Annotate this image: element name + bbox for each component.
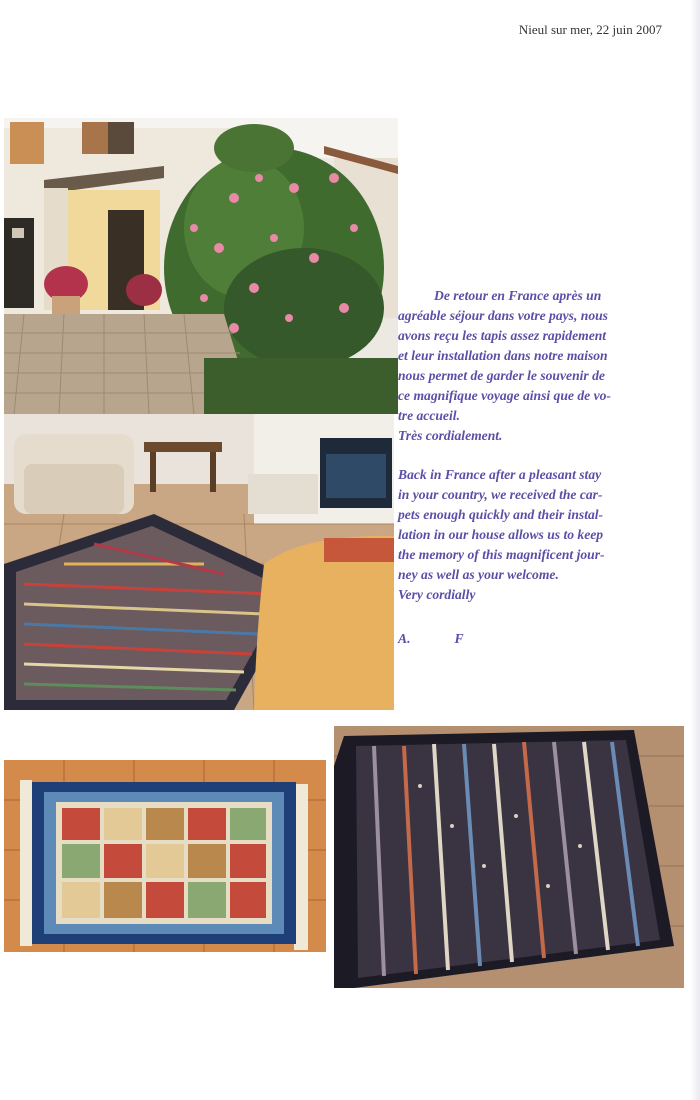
english-line-4: lation in our house allows us to keep	[398, 527, 604, 542]
french-line-4: et leur installation dans notre maison	[398, 348, 608, 363]
english-line-6: ney as well as your welcome.	[398, 567, 559, 582]
paragraph-gap	[398, 446, 672, 465]
french-line-2: agréable séjour dans votre pays, nous	[398, 308, 608, 323]
letter-date: Nieul sur mer, 22 juin 2007	[518, 22, 662, 37]
french-closing: Très cordialement.	[398, 428, 503, 443]
signature-initial-2: F	[454, 631, 464, 646]
english-line-5: the memory of this magnificent jour-	[398, 547, 605, 562]
striped-rug-photo	[334, 726, 684, 988]
english-line-1: Back in France after a pleasant stay	[398, 467, 602, 482]
house-garden-photo	[4, 118, 398, 414]
english-line-3: pets enough quickly and their instal-	[398, 507, 604, 522]
living-room-rug-photo	[4, 414, 394, 710]
letter-body	[398, 286, 672, 649]
french-line-7: tre accueil.	[398, 408, 460, 423]
english-closing: Very cordially	[398, 587, 476, 602]
french-line-5: nous permet de garder le souvenir de	[398, 368, 605, 383]
small-rug-photo	[4, 760, 326, 952]
page-edge-shadow	[690, 0, 700, 1100]
french-line-6: ce magnifique voyage ainsi que de vo-	[398, 388, 611, 403]
french-line-3: avons reçu les tapis assez rapidement	[398, 328, 607, 343]
signature-initial-1: A.	[398, 631, 411, 646]
english-line-2: in your country, we received the car-	[398, 487, 603, 502]
signature-initials	[398, 629, 672, 649]
french-line-1: De retour en France après un	[434, 288, 602, 303]
